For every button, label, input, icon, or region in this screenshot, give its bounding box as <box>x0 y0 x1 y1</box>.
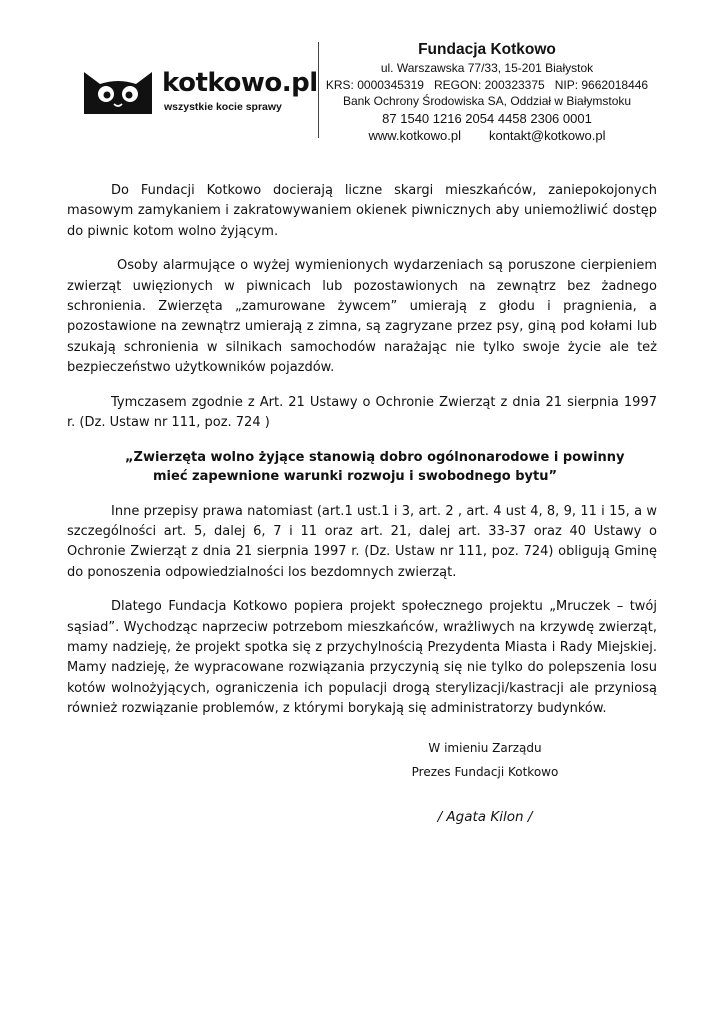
law-quote-line-1: „Zwierzęta wolno żyjące stanowią dobro ogólnonarodowe i powinny <box>125 449 625 465</box>
signature-block <box>380 736 590 829</box>
letterhead-contact <box>322 40 652 144</box>
paragraph-support: Dlatego Fundacja Kotkowo popiera projekt społecznego projektu „Mruczek – twój sąsiad”. Wychodząc naprzeciw potrzebom mieszkańców, wrażliwych na krzywdę zwierząt, mamy nadzieję, że projekt spotka się z przychylnością Prezydenta Miasta i Rady Miejskiej. Mamy nadzieję, że wypracowane rozwiązania przyczynią się nie tylko do polepszenia losu kotów wolnożyjących, ograniczenia ich populacji drogą sterylizacji/kastracji ale przyniosą również rozwiązanie problemów, z którymi borykają się administratorzy budynków. <box>67 599 657 716</box>
email-link[interactable]: kontakt@kotkowo.pl <box>488 127 606 143</box>
organization-name: Fundacja Kotkowo <box>418 41 556 58</box>
logo-tagline: wszystkie kocie sprawy <box>164 101 282 113</box>
organization-address: ul. Warszawska 77/33, 15-201 Białystok <box>380 61 594 75</box>
signatory-name: / Agata Kilon / <box>437 809 533 825</box>
website-link[interactable]: www.kotkowo.pl <box>368 127 461 143</box>
logo <box>80 66 320 118</box>
bank-account-number: 87 1540 1216 2054 4458 2306 0001 <box>382 110 592 126</box>
law-quote-line-2: mieć zapewnione warunki rozwoju i swobodnego bytu” <box>153 468 558 484</box>
header-divider <box>318 42 319 138</box>
signature-line-2: Prezes Fundacji Kotkowo <box>411 765 559 779</box>
law-quote <box>67 448 657 486</box>
paragraph-suffering: Osoby alarmujące o wyżej wymienionych wydarzeniach są poruszone cierpieniem zwierząt uwięzionych w piwnicach lub pozostawionych na zewnątrz bez żadnego schronienia. Zwierzęta „zamurowane żywcem” umierają z głodu i pragnienia, a pozostawione na zewnątrz umierają z zimna, są zagryzane przez psy, giną pod kołami lub szukają schronienia w silnikach samochodów narażając nie tylko swoje życie ale też bezpieczeństwo użytkowników pojazdów. <box>67 258 657 375</box>
paragraph-law-reference: Tymczasem zgodnie z Art. 21 Ustawy o Ochronie Zwierząt z dnia 21 sierpnia 1997 r. (Dz. Ustaw nr 111, poz. 724 ) <box>67 394 657 430</box>
black-cat-logo-icon <box>80 66 156 116</box>
signature-line-1: W imieniu Zarządu <box>428 741 542 755</box>
logo-wordmark: kotkowo.pl <box>162 68 318 98</box>
paragraph-other-regulations: Inne przepisy prawa natomiast (art.1 ust.1 i 3, art. 2 , art. 4 ust 4, 8, 9, 11 i 15, a w szczególności art. 5, dalej 6, 7 i 11 oraz art. 21, dalej art. 33-37 oraz 40 Ustawy o Ochronie Zwierząt z dnia 21 sierpnia 1997 r. (Dz. Ustaw nr 111, poz. 724) obligują Gminę do ponoszenia odpowiedzialności los bezdomnych zwierząt. <box>67 503 657 580</box>
paragraph-complaints: Do Fundacji Kotkowo docierają liczne skargi mieszkańców, zaniepokojonych masowym zamykaniem i zakratowywaniem okienek piwnicznych aby uniemożliwić dostęp do piwnic kotom wolno żyjącym. <box>67 183 657 239</box>
web-contact-line <box>322 127 652 144</box>
organization-registry-numbers: KRS: 0000345319 REGON: 200323375 NIP: 9662018446 <box>325 77 649 92</box>
letter-body <box>67 181 657 734</box>
bank-name: Bank Ochrony Środowiska SA, Oddział w Białymstoku <box>342 94 632 108</box>
